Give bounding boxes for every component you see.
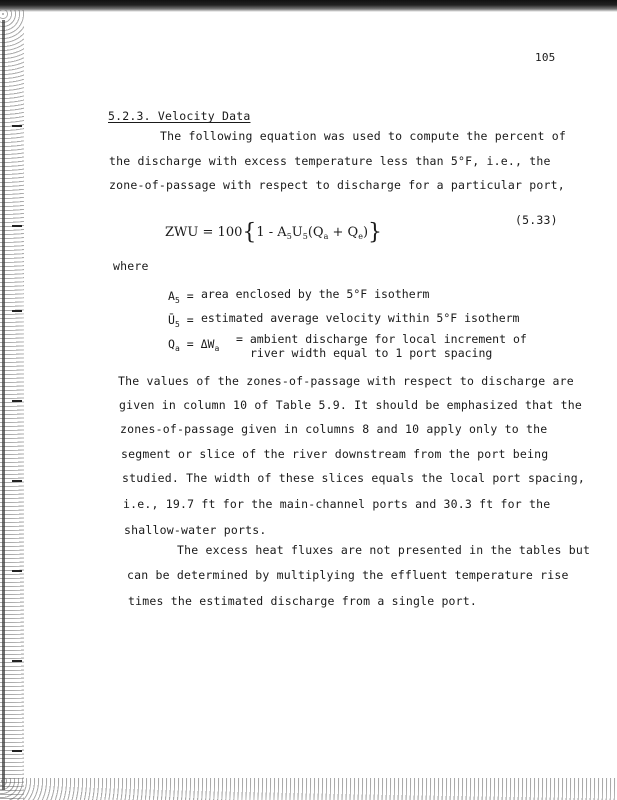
binder-tick xyxy=(12,400,22,402)
paragraph-line: zones-of-passage given in columns 8 and 10 apply only to the xyxy=(120,422,548,436)
equation-lhs: ZWU xyxy=(165,225,199,240)
equation-sub-q: a xyxy=(323,232,329,241)
right-brace: } xyxy=(368,220,383,245)
definition-text-cont: river width equal to 1 port spacing xyxy=(250,346,493,360)
equation-coefficient: 100 xyxy=(217,225,243,240)
section-heading: 5.2.3. Velocity Data xyxy=(108,109,251,123)
intro-line: the discharge with excess temperature less than 5°F, i.e., the xyxy=(109,154,551,168)
definition-symbol: $Q_a = \Delta W_a$ xyxy=(168,337,220,353)
paragraph-line: times the estimated discharge from a single port. xyxy=(128,594,478,608)
intro-line: zone-of-passage with respect to discharge for a particular port, xyxy=(109,178,565,192)
equation-sub-u: 5 xyxy=(302,232,308,241)
paragraph-line: The values of the zones-of-passage with respect to discharge are xyxy=(118,374,574,388)
equation-paren: (Q xyxy=(307,225,324,240)
paragraph-line: given in column 10 of Table 5.9. It should be emphasized that the xyxy=(119,398,583,412)
definition-symbol: $A_5$ = xyxy=(168,289,194,305)
where-label: where xyxy=(113,259,149,273)
left-brace: { xyxy=(242,220,257,245)
scan-edge-bottom xyxy=(0,778,617,800)
page-number: 105 xyxy=(535,51,556,64)
binder-tick xyxy=(12,660,22,662)
definition-text: estimated average velocity within 5°F isotherm xyxy=(201,311,520,325)
binder-tick xyxy=(12,750,22,752)
equation-close: ) xyxy=(362,225,369,240)
paragraph-line: i.e., 19.7 ft for the main-channel ports and 30.3 ft for the xyxy=(123,497,551,511)
equation-plus: + Q xyxy=(332,225,359,240)
paragraph-line: The excess heat fluxes are not presented in the tables but xyxy=(177,543,591,557)
intro-line: The following equation was used to compute the percent of xyxy=(160,129,567,143)
paragraph-line: shallow-water ports. xyxy=(124,523,267,537)
scan-edge-line xyxy=(2,20,5,790)
definition-symbol: $Ū_5$ = xyxy=(168,313,194,329)
binder-tick xyxy=(12,225,22,227)
paragraph-line: studied. The width of these slices equals the local port spacing, xyxy=(122,471,586,485)
equation-u: U xyxy=(291,225,303,240)
scan-edge-top xyxy=(0,0,617,12)
binder-tick xyxy=(12,125,22,127)
binder-tick xyxy=(12,570,22,572)
equation-sub-qe: e xyxy=(358,232,363,241)
equation-inner: 1 - A xyxy=(256,225,287,240)
equation-sub-a: 5 xyxy=(286,232,292,241)
equation-equals: = xyxy=(202,225,214,240)
definition-text: area enclosed by the 5°F isotherm xyxy=(201,287,430,301)
binder-tick xyxy=(12,480,22,482)
binder-tick xyxy=(12,310,22,312)
equation-number: (5.33) xyxy=(515,213,558,227)
equation xyxy=(165,220,382,245)
paragraph-line: can be determined by multiplying the effluent temperature rise xyxy=(127,568,569,582)
definition-text: = ambient discharge for local increment of xyxy=(236,332,527,346)
paragraph-line: segment or slice of the river downstream from the port being xyxy=(121,447,549,461)
